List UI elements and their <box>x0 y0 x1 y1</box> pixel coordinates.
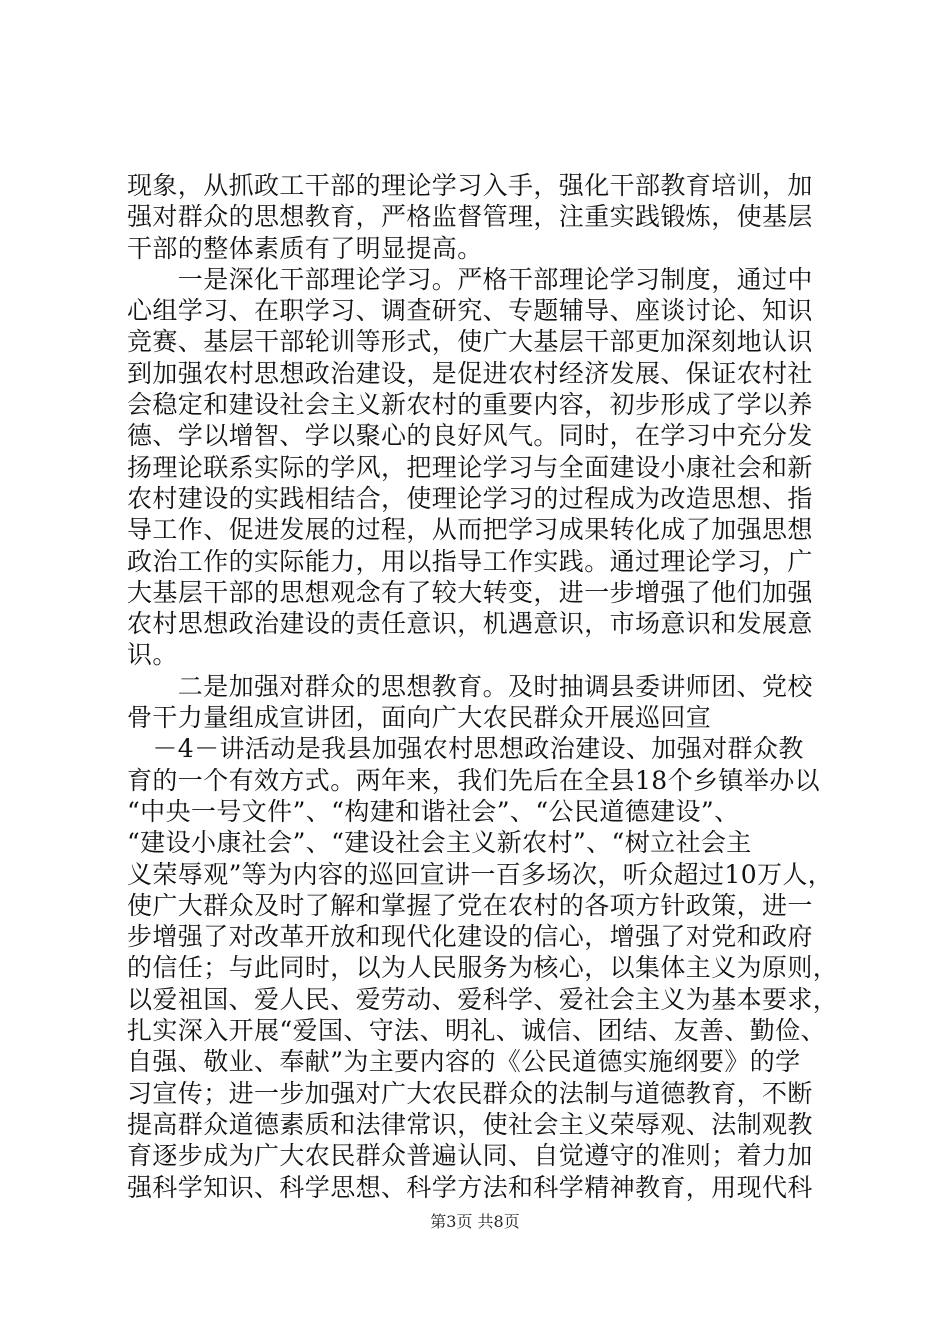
text-line: 农村建设的实践相结合，使理论学习的过程成为改造思想、指 <box>127 483 813 513</box>
text-line: 干部的整体素质有了明显提高。 <box>127 233 483 263</box>
text-line: 竞赛、基层干部轮训等形式，使广大基层干部更加深刻地认识 <box>127 327 813 357</box>
text-line: “中央一号文件”、“构建和谐社会”、“公民道德建设”、 <box>127 796 740 826</box>
text-line: 强对群众的思想教育，严格监督管理，注重实践锻炼，使基层 <box>127 202 813 232</box>
text-line: 义荣辱观”等为内容的巡回宣讲一百多场次，听众超过10万人， <box>127 859 834 889</box>
text-line: 习宣传；进一步加强对广大农民群众的法制与道德教育，不断 <box>127 1078 813 1108</box>
text-line: 育的一个有效方式。两年来，我们先后在全县18个乡镇举办以 <box>127 765 821 795</box>
text-line: 使广大群众及时了解和掌握了党在农村的各项方针政策，进一 <box>127 890 813 920</box>
text-line: 步增强了对改革开放和现代化建设的信心，增强了对党和政府 <box>127 922 813 952</box>
text-line: 导工作、促进发展的过程，从而把学习成果转化成了加强思想 <box>127 515 813 545</box>
text-line: 现象，从抓政工干部的理论学习入手，强化干部教育培训，加 <box>127 171 813 200</box>
text-line: 到加强农村思想政治建设，是促进农村经济发展、保证农村社 <box>127 358 813 388</box>
text-line: －4－讲活动是我县加强农村思想政治建设、加强对群众教 <box>127 734 804 764</box>
text-line: 骨干力量组成宣讲团，面向广大农民群众开展巡回宣 <box>127 703 712 733</box>
text-line: 的信任；与此同时，以为人民服务为核心，以集体主义为原则， <box>127 953 839 983</box>
text-line: 二是加强对群众的思想教育。及时抽调县委讲师团、党校 <box>127 671 813 701</box>
text-line: 心组学习、在职学习、调查研究、专题辅导、座谈讨论、知识 <box>127 296 813 326</box>
text-line: “建设小康社会”、“建设社会主义新农村”、“树立社会主 <box>127 828 752 858</box>
text-line: 自强、敬业、奉献”为主要内容的《公民道德实施纲要》的学 <box>127 1047 801 1077</box>
text-line: 强科学知识、科学思想、科学方法和科学精神教育，用现代科 <box>127 1172 813 1202</box>
text-line: 以爱祖国、爱人民、爱劳动、爱科学、爱社会主义为基本要求， <box>127 984 839 1014</box>
text-line: 政治工作的实际能力，用以指导工作实践。通过理论学习，广 <box>127 546 813 576</box>
page-footer: 第3页 共8页 <box>430 1212 520 1231</box>
text-line: 提高群众道德素质和法律常识，使社会主义荣辱观、法制观教 <box>127 1109 813 1139</box>
text-line: 会稳定和建设社会主义新农村的重要内容，初步形成了学以养 <box>127 390 813 420</box>
text-line: 育逐步成为广大农民群众普遍认同、自觉遵守的准则；着力加 <box>127 1141 813 1171</box>
text-line: 扎实深入开展“爱国、守法、明礼、诚信、团结、友善、勤俭、 <box>127 1016 826 1046</box>
text-line: 识。 <box>127 640 178 670</box>
text-line: 扬理论联系实际的学风，把理论学习与全面建设小康社会和新 <box>127 452 813 482</box>
text-line: 大基层干部的思想观念有了较大转变，进一步增强了他们加强 <box>127 577 813 607</box>
body-text <box>127 170 842 1203</box>
text-line: 一是深化干部理论学习。严格干部理论学习制度，通过中 <box>127 264 813 294</box>
text-line: 农村思想政治建设的责任意识，机遇意识，市场意识和发展意 <box>127 609 813 639</box>
text-line: 德、学以增智、学以聚心的良好风气。同时，在学习中充分发 <box>127 421 813 451</box>
